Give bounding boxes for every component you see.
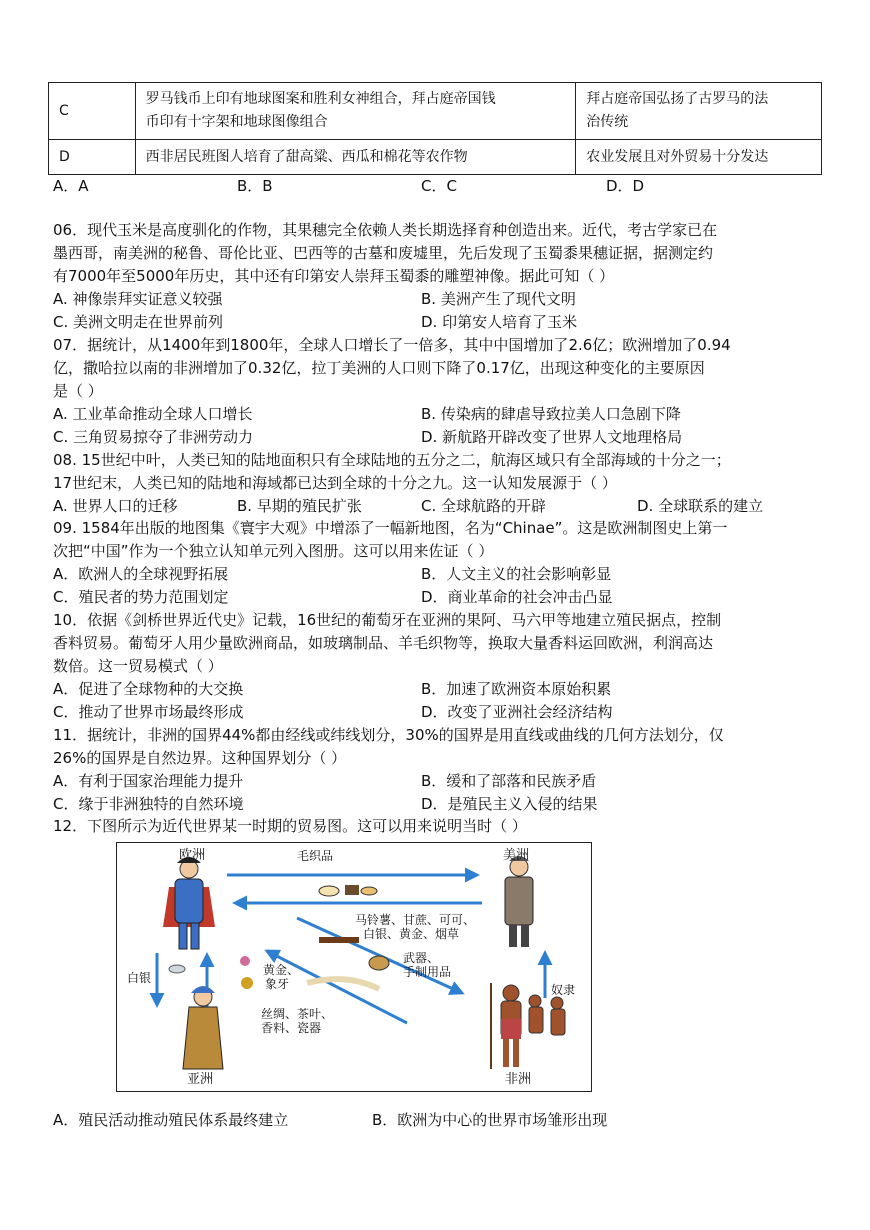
q06-stem-line: 墨西哥，南美洲的秘鲁、哥伦比亚、巴西等的古墓和废墟里，先后发现了玉蜀黍果穗证据，据测定约 xyxy=(53,244,714,262)
q10-option-c[interactable]: C．推动了世界市场最终形成 xyxy=(53,703,244,721)
table-cell-key: C xyxy=(49,83,136,140)
goods-from-america-line: 白银、黄金、烟草 xyxy=(363,927,460,941)
q11-option-a[interactable]: A．有利于国家治理能力提升 xyxy=(53,772,244,790)
q08-option-b[interactable]: B. 早期的殖民扩张 xyxy=(237,497,362,515)
goods-from-asia-line: 香料、瓷器 xyxy=(261,1021,322,1035)
q06-option-a[interactable]: A. 神像崇拜实证意义较强 xyxy=(53,290,223,308)
goods-from-asia-line: 丝绸、茶叶、 xyxy=(261,1007,334,1021)
q12-stem-line: 12．下图所示为近代世界某一时期的贸易图。这可以用来说明当时（ ） xyxy=(53,817,527,835)
table-cell-key: D xyxy=(49,140,136,175)
q10-stem-line: 数倍。这一贸易模式（ ） xyxy=(53,657,223,675)
q09-option-c[interactable]: C．殖民者的势力范围划定 xyxy=(53,588,229,606)
q12-option-b[interactable]: B．欧洲为中心的世界市场雏形出现 xyxy=(372,1111,608,1129)
q07-stem-line: 是（ ） xyxy=(53,382,103,400)
q08-stem-line: 17世纪末，人类已知的陆地和海域都已达到全球的十分之九。这一认知发展源于（ ） xyxy=(53,474,617,492)
q07-option-d[interactable]: D. 新航路开辟改变了世界人文地理格局 xyxy=(421,428,683,446)
q10-option-b[interactable]: B．加速了欧洲资本原始积累 xyxy=(421,680,612,698)
q07-option-b[interactable]: B. 传染病的肆虐导致拉美人口急剧下降 xyxy=(421,405,681,423)
goods-gold-ivory-line: 象牙 xyxy=(265,977,290,991)
cell-line: 拜占庭帝国弘扬了古罗马的法 xyxy=(586,91,769,107)
q12-option-a[interactable]: A．殖民活动推动殖民体系最终建立 xyxy=(53,1111,289,1129)
q06-stem-line: 06．现代玉米是高度驯化的作物，其果穗完全依赖人类长期选择育种创造出来。近代，考古学家已在 xyxy=(53,221,718,239)
goods-slaves-label: 奴隶 xyxy=(551,983,576,997)
q09-stem-line: 次把“中国”作为一个独立认知单元列入图册。这可以用来佐证（ ） xyxy=(53,542,494,560)
q10-option-a[interactable]: A．促进了全球物种的大交换 xyxy=(53,680,244,698)
q07-option-c[interactable]: C. 三角贸易掠夺了非洲劳动力 xyxy=(53,428,254,446)
q06-option-c[interactable]: C. 美洲文明走在世界前列 xyxy=(53,313,224,331)
cell-line: 治传统 xyxy=(586,114,629,130)
q08-stem-line: 08. 15世纪中叶，人类已知的陆地面积只有全球陆地的五分之二，航海区域只有全部海域的十分之一； xyxy=(53,451,731,469)
region-africa-label: 非洲 xyxy=(505,1072,532,1087)
options-table xyxy=(48,82,822,175)
america-figure-icon xyxy=(505,856,533,947)
q08-option-d[interactable]: D. 全球联系的建立 xyxy=(637,497,764,515)
q05-option-d[interactable]: D．D xyxy=(606,177,645,195)
cell-line: 农业发展且对外贸易十分发达 xyxy=(586,148,769,165)
q05-option-a[interactable]: A．A xyxy=(53,177,89,195)
asia-figure-icon xyxy=(183,986,223,1069)
cell-line: 西非居民班图人培育了甜高粱、西瓜和棉花等农作物 xyxy=(145,148,468,165)
q11-option-c[interactable]: C．缘于非洲独特的自然环境 xyxy=(53,795,244,813)
q11-option-d[interactable]: D．是殖民主义入侵的结果 xyxy=(421,795,598,813)
goods-wool-label: 毛织品 xyxy=(297,849,334,863)
table-cell-conclusion xyxy=(576,83,822,140)
table-cell-content xyxy=(135,83,576,140)
q05-option-b[interactable]: B．B xyxy=(237,177,273,195)
europe-figure-icon xyxy=(163,857,215,949)
q07-stem-line: 07．据统计，从1400年到1800年，全球人口增长了一倍多，其中中国增加了2.6亿；欧洲增加了0.94 xyxy=(53,336,731,354)
q10-stem-line: 10．依据《剑桥世界近代史》记载，16世纪的葡萄牙在亚洲的果阿、马六甲等地建立殖民据点，控制 xyxy=(53,611,722,629)
goods-gold-ivory-line: 黄金、 xyxy=(263,963,300,977)
cell-line: 币印有十字架和地球图像组合 xyxy=(145,114,328,130)
trade-diagram xyxy=(116,842,592,1092)
q08-option-a[interactable]: A. 世界人口的迁移 xyxy=(53,497,178,515)
q11-stem-line: 26%的国界是自然边界。这种国界划分（ ） xyxy=(53,749,347,767)
goods-from-america-line: 马铃薯、甘蔗、可可、 xyxy=(355,913,476,927)
table-row xyxy=(49,140,822,175)
goods-to-africa-line: 手制用品 xyxy=(403,965,452,979)
region-america-label: 美洲 xyxy=(503,848,530,863)
q09-option-b[interactable]: B．人文主义的社会影响彰显 xyxy=(421,565,612,583)
q11-option-b[interactable]: B．缓和了部落和民族矛盾 xyxy=(421,772,597,790)
goods-silver-label: 白银 xyxy=(127,971,152,985)
goods-to-africa-line: 武器、 xyxy=(403,951,440,965)
q11-stem-line: 11．据统计，非洲的国界44%都由经线或纬线划分，30%的国界是用直线或曲线的几何方法划分，仅 xyxy=(53,726,724,744)
table-row xyxy=(49,83,822,140)
q08-option-c[interactable]: C. 全球航路的开辟 xyxy=(421,497,547,515)
q09-option-d[interactable]: D．商业革命的社会冲击凸显 xyxy=(421,588,613,606)
region-asia-label: 亚洲 xyxy=(187,1072,214,1087)
q05-option-c[interactable]: C．C xyxy=(421,177,457,195)
q10-stem-line: 香料贸易。葡萄牙人用少量欧洲商品，如玻璃制品、羊毛织物等，换取大量香料运回欧洲，利润高达 xyxy=(53,634,714,652)
cell-line: 罗马钱币上印有地球图案和胜利女神组合，拜占庭帝国钱 xyxy=(145,91,496,107)
trade-diagram-graphics xyxy=(117,843,591,1091)
q06-option-b[interactable]: B. 美洲产生了现代文明 xyxy=(421,290,576,308)
q06-option-d[interactable]: D. 印第安人培育了玉米 xyxy=(421,313,578,331)
q07-stem-line: 亿，撒哈拉以南的非洲增加了0.32亿，拉丁美洲的人口则下降了0.17亿，出现这种变化的主要原因 xyxy=(53,359,705,377)
q06-stem-line: 有7000年至5000年历史，其中还有印第安人崇拜玉蜀黍的雕塑神像。据此可知（ ） xyxy=(53,267,615,285)
table-cell-conclusion xyxy=(576,140,822,175)
q09-option-a[interactable]: A．欧洲人的全球视野拓展 xyxy=(53,565,229,583)
table-cell-content xyxy=(135,140,576,175)
region-europe-label: 欧洲 xyxy=(179,848,206,863)
q10-option-d[interactable]: D．改变了亚洲社会经济结构 xyxy=(421,703,613,721)
q07-option-a[interactable]: A. 工业革命推动全球人口增长 xyxy=(53,405,253,423)
q09-stem-line: 09. 1584年出版的地图集《寰宇大观》中增添了一幅新地图，名为“Chinae”。这是欧洲制图史上第一 xyxy=(53,519,728,537)
